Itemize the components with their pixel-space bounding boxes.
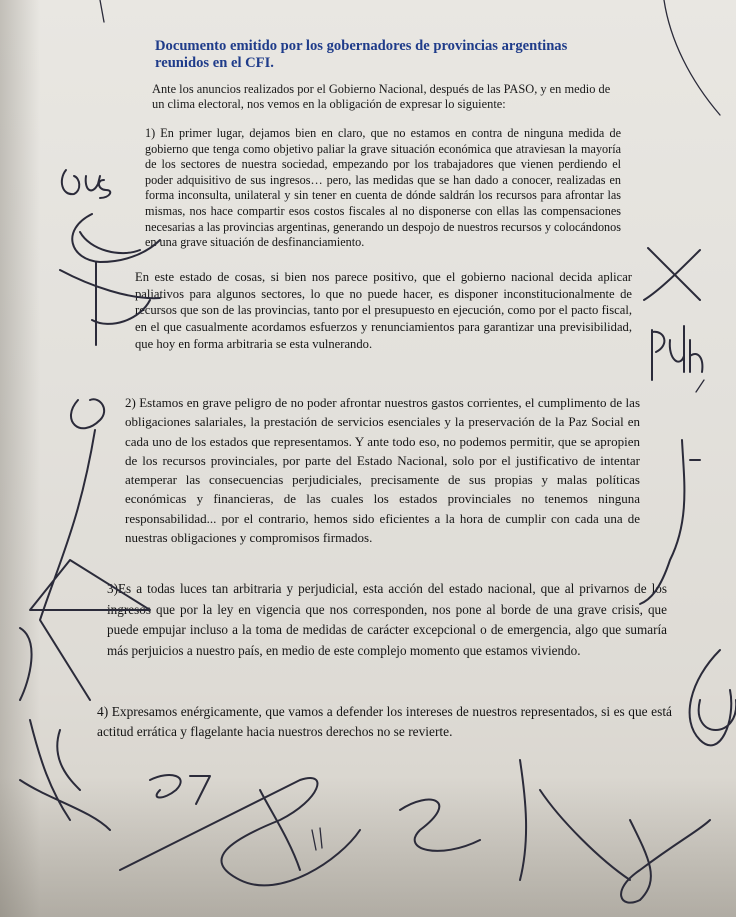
document-title: Documento emitido por los gobernadores de provincias argentinas reunidos en el CFI.: [155, 38, 568, 71]
signature-mark-top-left: [100, 0, 104, 22]
paragraph-1: 1) En primer lugar, dejamos bien en claro, que no estamos en contra de ninguna medida de gobierno que tenga como objetivo paliar la grave situación económica que atraviesan la mayoría de los sectores de nuestra sociedad, empezando por los trabajadores que vienen perdiendo el poder adquisitivo de sus ingresos… pero, las medidas que se han dado a conocer, realizadas en forma inconsulta, unilateral y sin tener en cuenta de dónde saldrán los recursos para afrontar las mismas, nos hace compartir esos costos fiscales al no disponerse con ellas las compensaciones necesarias a las provincias argentinas, generando un despojo de nuestros recursos y colocándonos en una grave situación de desfinanciamiento.: [145, 126, 621, 250]
page-shadow-bottom: [0, 777, 736, 917]
signature-pdh: [652, 326, 702, 380]
paragraph-4: 4) Expresamos enérgicamente, que vamos a defender los intereses de nuestros representados, si es que está actitud errática y flagelante hacia nuestros derechos no se revierte.: [97, 704, 672, 740]
signature-mark-top-right: [664, 0, 720, 115]
signature-right-x: [644, 248, 700, 300]
signature-right-curl: [690, 650, 736, 745]
paragraph-1-continued: En este estado de cosas, si bien nos parece positivo, que el gobierno nacional decida aplicar paliativos para algunos sectores, lo que no puede hacer, es disponer inconstitucionalmente de recursos que son de las provincias, tanto por el presupuesto en ejecución, como por el pacto fiscal, en el que casualmente acordamos esfuerzos y renunciamientos para garantizar una previsibilidad, que hoy en forma arbitraria se esta vulnerando.: [135, 270, 632, 351]
signature-gus: [62, 170, 110, 198]
signature-right-tick: [696, 380, 704, 392]
document-intro: Ante los anuncios realizados por el Gobierno Nacional, después de las PASO, y en medio de un clima electoral, nos vemos en la obligación de expresar lo siguiente:: [152, 82, 611, 111]
paragraph-3: 3)Es a todas luces tan arbitraria y perjudicial, esta acción del estado nacional, que al privarnos de los ingresos que por la ley en vigencia que nos corresponden, nos pone al borde de una grave crisis, que puede empujar incluso a la toma de medidas de carácter excepcional o de emergencia, algo que sumaría más perjuicios a nuestro país, en medio de este complejo momento que estamos viviendo.: [107, 581, 667, 658]
paragraph-2: 2) Estamos en grave peligro de no poder afrontar nuestros gastos corrientes, el cumplimento de las obligaciones salariales, la prestación de servicios esenciales y la preservación de la Paz Social en cada uno de los estados que representamos. Y ante todo eso, no podemos permitir, que se apropien de los recursos provinciales, por parte del Estado Nacional, solo por el justificativo de intentar atemperar las consecuencias perjudiciales, precisamente de sus propias y malas políticas económicas y financieras, de las cuales los estados provinciales no tenemos ninguna responsabilidad... por el contrario, hemos sido eficientes a la hora de cumplir con cada una de nuestras obligaciones y compromisos firmados.: [125, 395, 640, 546]
